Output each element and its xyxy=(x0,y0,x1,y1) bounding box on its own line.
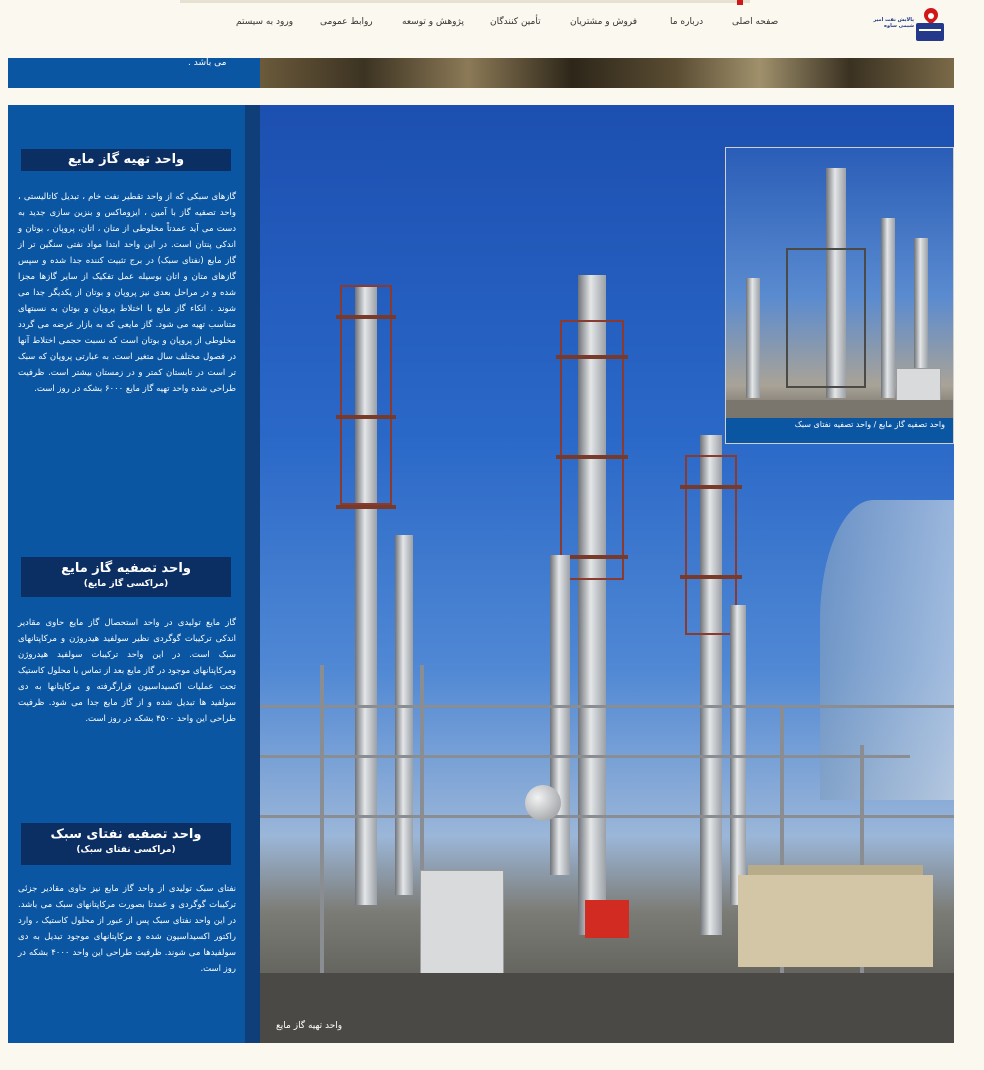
nav-item-home[interactable]: صفحه اصلی xyxy=(732,17,779,27)
section-body-lpg-unit: گازهای سبکی که از واحد تقطیر نفت خام ، تبدیل کاتالیستی ، واحد تصفیه گاز با آمین ، ایزوماکس و بنزین سازی جدید به دست می آید عمدتاً مخلوطی از متان ، اتان، پروپان ، بوتان و اندکی پنتان است. در این واحد ابتدا مواد نفتی سنگین تر از گاز مایع (نفتای سبک) در برج تثبیت کننده جدا شده و سپس گازهای متان و اتان بوسیله عمل تفکیک از سایر گازها مجزا شده و در مراحل بعدی نیز پروپان و بوتان از یکدیگر جدا می شوند . اتکاء گاز مایع با اختلاط پروپان و بوتان به نسبتهای متناسب تهیه می شود. گاز مایعی که به بازار عرضه می گردد مخلوطی از پروپان و بوتان است که نسبت حجمی اختلاط آنها در فصول مختلف سال متغیر است. به عبارتی پروپان که سبک تر است در تابستان کمتر و در زمستان بیشتر است. ظرفیت طراحی شده واحد تهیه گاز مایع ۶۰۰۰ بشکه در روز است. xyxy=(18,192,236,394)
nav-item-public-relations[interactable]: روابط عمومی xyxy=(320,17,373,27)
sidebar-divider xyxy=(245,105,260,1043)
inset-refinery-photo xyxy=(726,148,953,418)
section-title-lpg-unit: واحد تهیه گاز مایع xyxy=(21,149,231,171)
safety-sign xyxy=(585,900,629,938)
utility-container xyxy=(420,870,504,975)
distillation-tower xyxy=(881,218,895,398)
description-sidebar xyxy=(8,105,245,1043)
main-photo-caption: واحد تهیه گاز مایع xyxy=(276,1021,343,1031)
storage-sphere xyxy=(525,785,561,821)
distillation-tower xyxy=(746,278,760,398)
nav-item-sales[interactable]: فروش و مشتریان xyxy=(570,17,638,27)
company-logo[interactable] xyxy=(868,8,948,44)
main-content xyxy=(8,105,954,1043)
section-title-lpg-treating: واحد تصفیه گاز مایع (مراکسی گاز مایع) xyxy=(21,557,231,597)
banner-text-panel xyxy=(8,58,260,88)
nav-item-login[interactable]: ورود به سیستم xyxy=(236,17,294,27)
banner-photo xyxy=(260,58,954,88)
guard-building xyxy=(738,875,933,967)
top-navigation-bar xyxy=(0,0,984,58)
banner-text: می باشد . xyxy=(188,58,227,68)
previous-section-banner xyxy=(8,58,954,88)
top-accent-line xyxy=(180,0,750,3)
main-refinery-photo xyxy=(260,105,954,1043)
refinery-tank-icon xyxy=(916,23,944,41)
top-accent-dot xyxy=(737,0,743,5)
nav-item-about[interactable]: درباره ما xyxy=(670,17,704,27)
nav-item-research[interactable]: پژوهش و توسعه xyxy=(402,17,464,27)
section-body-light-naphtha: نفتای سبک تولیدی از واحد گاز مایع نیز حاوی مقادیر جزئی ترکیبات گوگردی و عمدتا بصورت مرکاپتانهای سبک می باشد. در این واحد نفتای سبک پس از عبور از محلول کاستیک ، وارد راکتور اکسیداسیون شده و مرکاپتانهای موجود تبدیل به دی سولفیدها می شوند. ظرفیت طراحی این واحد ۴۰۰۰ بشکه در روز است. xyxy=(18,884,236,974)
distillation-tower xyxy=(550,555,570,875)
nav-item-suppliers[interactable]: تأمین کنندگان xyxy=(490,17,541,27)
inset-photo-caption: واحد تصفیه گاز مایع / واحد تصفیه نفتای سبک xyxy=(794,420,945,429)
inset-photo-frame[interactable] xyxy=(725,147,954,444)
logo-text: پالایش نفت امیر شیمی ساوه xyxy=(873,17,914,29)
distillation-tower xyxy=(395,535,413,895)
section-title-light-naphtha: واحد تصفیه نفتای سبک (مراکسی نفتای سبک) xyxy=(21,823,231,865)
ground xyxy=(260,973,954,1043)
section-body-lpg-treating: گاز مایع تولیدی در واحد استحصال گاز مایع حاوی مقادیر اندکی ترکیبات گوگردی نظیر سولفید هیدروژن و مرکاپتانهای سبک است. در این واحد ترکیبات سولفید هیدروژن ومرکاپتانهای موجود در گاز مایع بعد از تماس با محلول کاستیک تحت عملیات اکسیداسیون قرارگرفته و مرکاپتانها به دی سولفید ها تبدیل شده و از گاز مایع جدا می شود. ظرفیت طراحی این واحد ۴۵۰۰ بشکه در روز است. xyxy=(18,618,236,724)
